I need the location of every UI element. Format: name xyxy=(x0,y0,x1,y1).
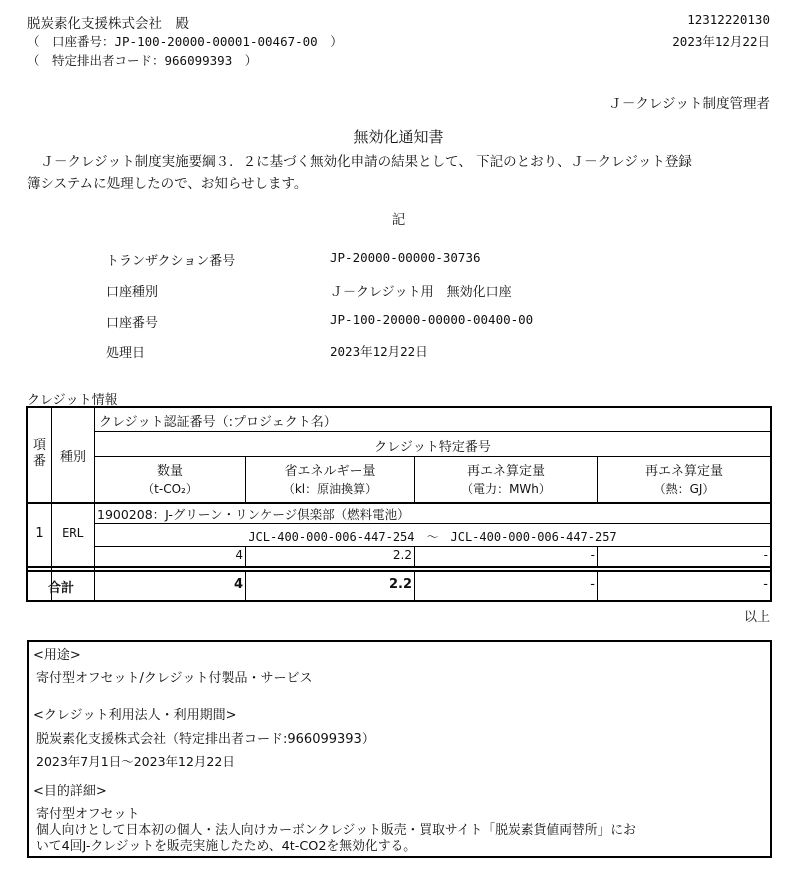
header-re-heat: 再エネ算定量 xyxy=(644,464,723,479)
row-item-number: 1 xyxy=(35,526,44,541)
document-number: 12312220130 xyxy=(687,12,770,27)
detail-label-account-number: 口座番号 xyxy=(106,316,159,331)
detail-value-account-type: Ｊ－クレジット用 無効化口座 xyxy=(330,285,512,300)
header-item-number: 項 番 xyxy=(32,438,46,469)
total-quantity: 4 xyxy=(233,577,243,592)
recipient-emitter-code: （ 特定排出者コード：966099393 ） xyxy=(27,53,258,68)
issuer: Ｊ－クレジット制度管理者 xyxy=(608,96,770,112)
row-quantity: 4 xyxy=(235,548,243,562)
row-type: ERL xyxy=(62,526,84,540)
row-energy: 2.2 xyxy=(392,548,412,562)
purpose-line-3: いて4回J-クレジットを販売実施したため、4t-CO2を無効化する。 xyxy=(36,839,417,854)
header-re-power: 再エネ算定量 xyxy=(466,464,545,479)
recipient-name: 脱炭素化支援株式会社 殿 xyxy=(27,16,189,32)
total-re-heat: - xyxy=(763,577,768,592)
total-re-power: - xyxy=(590,577,595,592)
purpose-line-1: 寄付型オフセット xyxy=(36,807,140,822)
total-energy: 2.2 xyxy=(388,577,412,592)
total-label: 合計 xyxy=(47,581,74,596)
purpose-label: <目的詳細> xyxy=(33,784,107,799)
header-energy-saving: 省エネルギー量 xyxy=(284,464,376,479)
detail-value-transaction: JP-20000-00000-30736 xyxy=(330,250,481,265)
detail-label-transaction: トランザクション番号 xyxy=(106,254,236,269)
end-mark: 以上 xyxy=(743,610,770,625)
header-cert-number: クレジット認証番号（:プロジェクト名） xyxy=(99,415,337,430)
header-re-power-unit: （電力：MWh） xyxy=(461,482,551,496)
usage-label: <用途> xyxy=(33,648,81,663)
detail-value-process-date: 2023年12月22日 xyxy=(330,344,428,359)
row-re-heat: - xyxy=(763,548,768,562)
row-serial: JCL-400-000-006-447-254 ～ JCL-400-000-006-447-257 xyxy=(248,530,617,544)
credit-section-label: クレジット情報 xyxy=(27,393,118,408)
document-date: 2023年12月22日 xyxy=(672,34,770,49)
usage-period: 2023年7月1日～2023年12月22日 xyxy=(36,754,235,769)
intro-line-1: Ｊ－クレジット制度実施要綱３．２に基づく無効化申請の結果として、 下記のとおり、Ｊ－クレジット登録 xyxy=(27,154,692,170)
header-quantity-unit: （t-CO₂） xyxy=(142,482,198,496)
purpose-line-2: 個人向けとして日本初の個人・法人向けカーボンクレジット販売・買取サイト「脱炭素貨値両替所」にお xyxy=(36,823,636,838)
user-value: 脱炭素化支援株式会社（特定排出者コード:966099393） xyxy=(36,732,375,747)
page-title: 無効化通知書 xyxy=(353,128,444,146)
header-energy-saving-unit: （kl：原油換算） xyxy=(282,482,378,496)
header-re-heat-unit: （熱：GJ） xyxy=(653,482,715,496)
user-label: <クレジット利用法人・利用期間> xyxy=(33,708,237,723)
header-serial: クレジット特定番号 xyxy=(374,440,491,455)
recipient-account: （ 口座番号：JP-100-20000-00001-00467-00 ） xyxy=(27,34,343,49)
detail-label-account-type: 口座種別 xyxy=(106,285,159,300)
detail-value-account-number: JP-100-20000-00000-00400-00 xyxy=(330,312,534,327)
row-re-power: - xyxy=(590,548,595,562)
detail-label-process-date: 処理日 xyxy=(106,346,146,361)
ki-mark: 記 xyxy=(391,212,406,228)
row-project: 1900208：J-グリーン・リンケージ倶楽部（燃料電池） xyxy=(97,507,410,522)
intro-line-2: 簿システムに処理したので、お知らせします。 xyxy=(27,176,308,192)
usage-value: 寄付型オフセット/クレジット付製品・サービス xyxy=(36,671,313,686)
header-type: 種別 xyxy=(59,450,86,465)
header-quantity: 数量 xyxy=(156,464,183,479)
